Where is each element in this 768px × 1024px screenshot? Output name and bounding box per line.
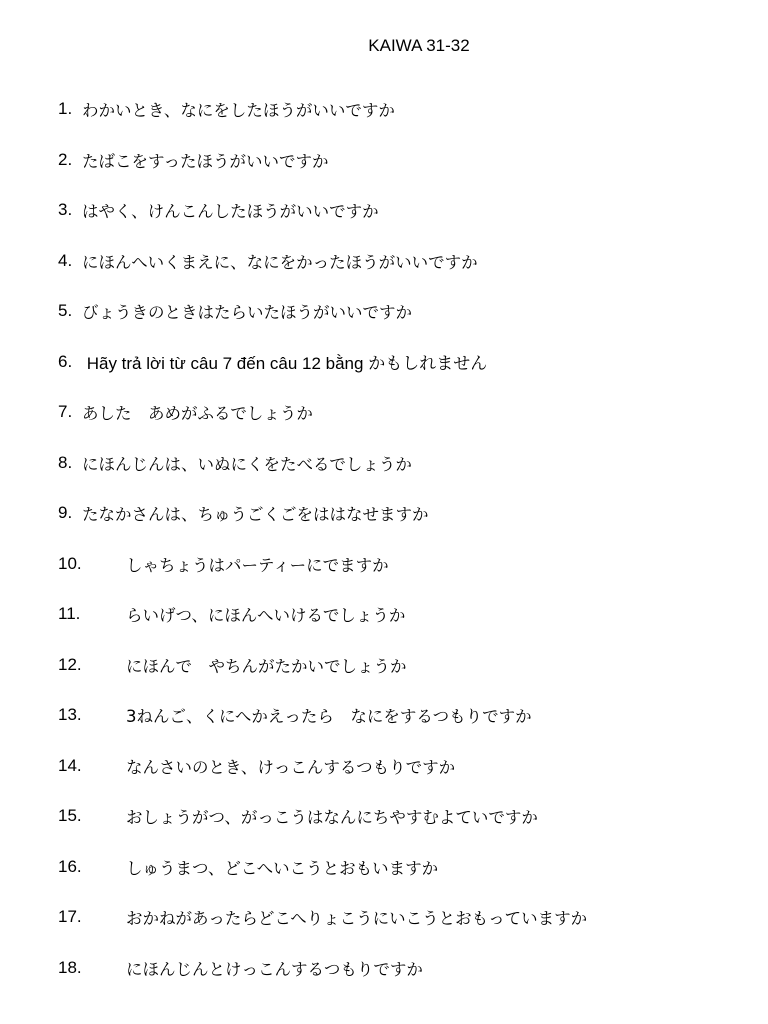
list-item	[58, 337, 748, 388]
item-text: たなかさんは、ちゅうごくごをははなせますか	[82, 505, 429, 525]
item-text: おかねがあったらどこへりょこうにいこうとおもっていますか	[126, 909, 588, 929]
item-text: にほんじんは、いぬにくをたべるでしょうか	[82, 454, 412, 474]
item-text: 3ねんご、くにへかえったら なにをするつもりですか	[126, 707, 532, 727]
item-number: 6.	[58, 351, 73, 371]
item-text: にほんで やちんがたかいでしょうか	[126, 656, 407, 676]
list-item	[58, 135, 748, 186]
item-number: 15.	[58, 806, 82, 826]
list-item	[58, 842, 748, 893]
list-item	[58, 236, 748, 287]
item-text: おしょうがつ、がっこうはなんにちやすむよていですか	[126, 808, 538, 828]
item-number: 1.	[58, 99, 73, 119]
item-number: 3.	[58, 200, 73, 220]
list-item	[58, 943, 748, 994]
item-number: 5.	[58, 301, 73, 321]
item-number: 10.	[58, 553, 82, 573]
item-number: 2.	[58, 149, 73, 169]
item-text: たばこをすったほうがいいですか	[82, 151, 329, 171]
list-item	[58, 539, 748, 590]
list-item	[58, 84, 748, 135]
list-item	[58, 791, 748, 842]
list-item	[58, 286, 748, 337]
item-text: なんさいのとき、けっこんするつもりですか	[126, 757, 456, 777]
item-text: しゃちょうはパーティーにでますか	[126, 555, 389, 575]
item-number: 14.	[58, 755, 82, 775]
item-number: 18.	[58, 957, 82, 977]
item-number: 7.	[58, 402, 73, 422]
item-number: 11.	[58, 604, 81, 624]
item-text: あした あめがふるでしょうか	[82, 404, 313, 424]
list-item	[58, 741, 748, 792]
item-number: 16.	[58, 856, 82, 876]
item-text: しゅうまつ、どこへいこうとおもいますか	[126, 858, 439, 878]
item-text: はやく、けんこんしたほうがいいですか	[82, 202, 379, 222]
list-item	[58, 589, 748, 640]
list-item	[58, 892, 748, 943]
list-item	[58, 488, 748, 539]
item-number: 12.	[58, 654, 82, 674]
item-number: 9.	[58, 503, 73, 523]
list-item	[58, 438, 748, 489]
item-number: 13.	[58, 705, 82, 725]
item-number: 8.	[58, 452, 73, 472]
item-text: らいげつ、にほんへいけるでしょうか	[126, 606, 406, 626]
item-text: Hãy trả lời từ câu 7 đến câu 12 bằng かもしれません	[82, 354, 488, 374]
list-item	[58, 387, 748, 438]
item-text: びょうきのときはたらいたほうがいいですか	[82, 303, 412, 323]
item-text: にほんへいくまえに、なにをかったほうがいいですか	[82, 252, 478, 272]
list-item	[58, 690, 748, 741]
list-item	[58, 640, 748, 691]
item-number: 17.	[58, 907, 82, 927]
question-list	[58, 84, 748, 993]
item-text: わかいとき、なにをしたほうがいいですか	[82, 101, 395, 121]
item-number: 4.	[58, 250, 73, 270]
document-title: KAIWA 31-32	[368, 36, 470, 55]
list-item	[58, 185, 748, 236]
item-text: にほんじんとけっこんするつもりですか	[126, 959, 423, 979]
